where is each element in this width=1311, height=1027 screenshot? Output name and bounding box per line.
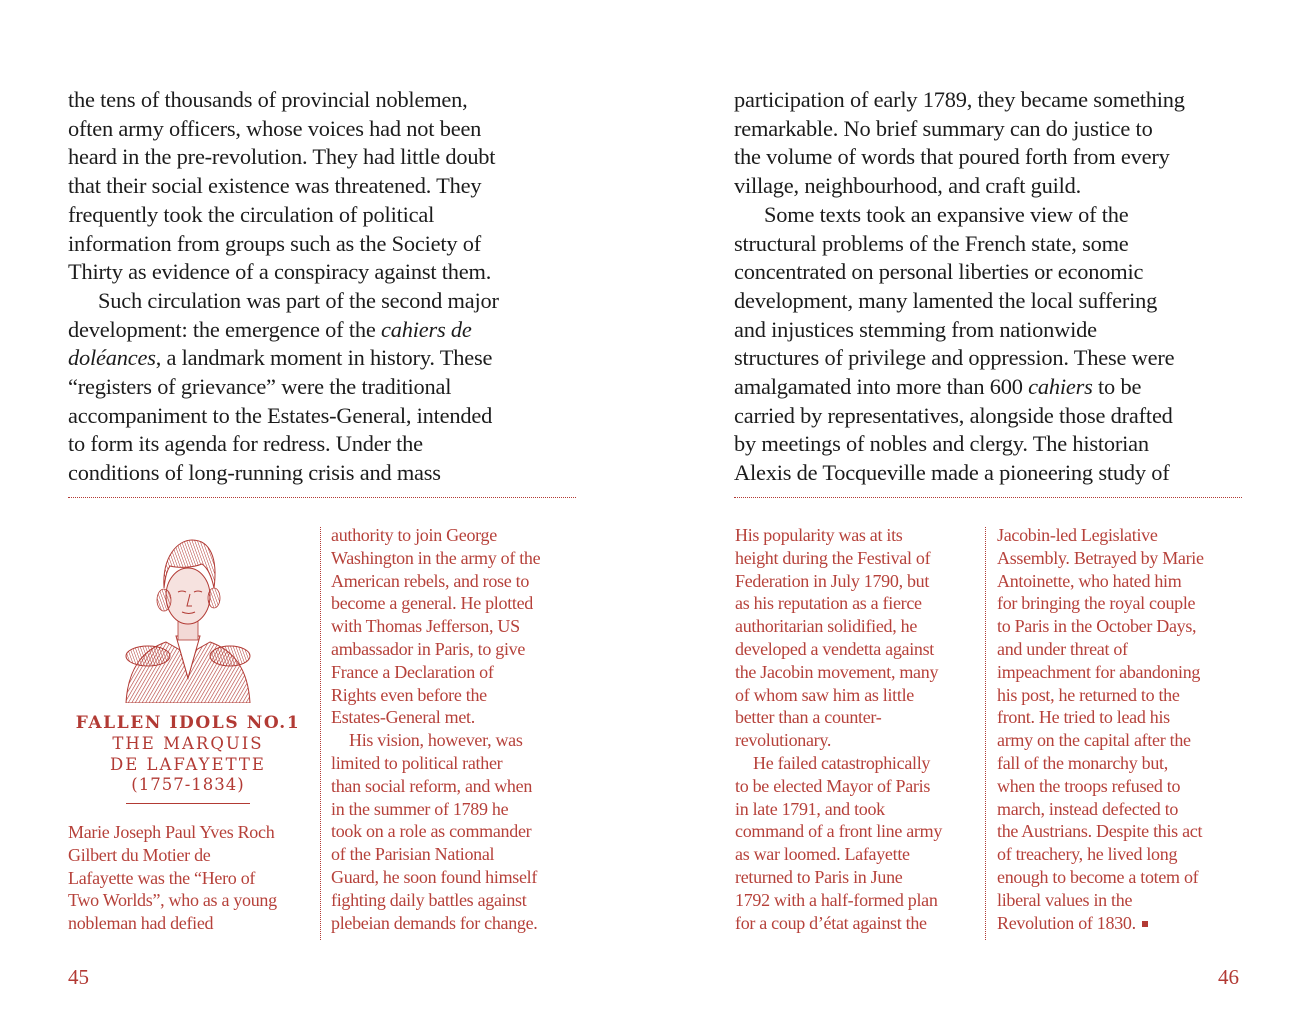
text-line: height during the Festival of bbox=[735, 547, 931, 568]
text-line: accompaniment to the Estates-General, intended bbox=[68, 402, 493, 428]
text-line: enough to become a totem of bbox=[997, 866, 1199, 887]
text-line: and under threat of bbox=[997, 638, 1128, 659]
text-line: authority to join George bbox=[331, 525, 497, 545]
text-line: the volume of words that poured forth from every bbox=[734, 144, 1170, 170]
text-line: Assembly. Betrayed by Marie bbox=[997, 547, 1204, 568]
text-line: impeachment for abandoning bbox=[997, 661, 1201, 682]
italic-term: doléances bbox=[68, 345, 156, 371]
left-sidebar-col2 bbox=[331, 524, 581, 934]
text-line: by meetings of nobles and clergy. The historian bbox=[734, 431, 1149, 457]
right-sidebar-col1 bbox=[735, 524, 980, 934]
text-line: developed a vendetta against bbox=[735, 638, 935, 659]
text-line: development: the emergence of the cahiers de bbox=[68, 316, 472, 342]
sidebar-heading-series: FALLEN IDOLS NO.1 bbox=[75, 713, 301, 733]
text-line: doléances, a landmark moment in history. These bbox=[68, 345, 493, 371]
text-line: of the Parisian National bbox=[331, 844, 495, 865]
left-column-divider bbox=[320, 527, 321, 940]
lafayette-portrait bbox=[118, 528, 258, 703]
text-line: command of a front line army bbox=[735, 821, 943, 842]
text-line: in late 1791, and took bbox=[735, 798, 885, 819]
page-number-left: 45 bbox=[68, 965, 89, 989]
italic-term: cahiers de bbox=[380, 316, 472, 342]
page-number-right: 46 bbox=[1218, 965, 1239, 989]
text-line: His vision, however, was bbox=[349, 730, 523, 751]
text-line: the Austrians. Despite this act bbox=[997, 821, 1203, 842]
text-line: than social reform, and when bbox=[331, 775, 533, 796]
left-body-text bbox=[68, 86, 568, 488]
text-line: for a coup d’état against the bbox=[735, 912, 927, 933]
sidebar-heading-name: DE LAFAYETTE bbox=[110, 754, 266, 774]
text-line: revolutionary. bbox=[735, 730, 832, 751]
left-sidebar-col1 bbox=[68, 821, 318, 935]
text-line: Two Worlds”, who as a young bbox=[68, 890, 277, 911]
text-line: that their social existence was threatened. They bbox=[68, 173, 482, 199]
text-line-content: Revolution of 1830. bbox=[997, 912, 1136, 933]
end-mark-icon bbox=[1142, 921, 1148, 927]
text-line: fighting daily battles against bbox=[331, 889, 527, 910]
text-line: in the summer of 1789 he bbox=[331, 798, 509, 819]
left-dotted-rule bbox=[68, 497, 576, 498]
right-page bbox=[655, 0, 1311, 1027]
text-line: village, neighbourhood, and craft guild. bbox=[734, 173, 1082, 199]
text-line: structures of privilege and oppression. These were bbox=[734, 345, 1175, 371]
text-line: participation of early 1789, they became something bbox=[734, 87, 1185, 112]
heading-underline bbox=[126, 803, 250, 804]
right-sidebar-col2 bbox=[997, 524, 1247, 934]
text-line: the Jacobin movement, many bbox=[735, 661, 939, 682]
text-line: returned to Paris in June bbox=[735, 866, 903, 887]
text-line: Lafayette was the “Hero of bbox=[68, 867, 256, 888]
sidebar-heading-dates: (1757-1834) bbox=[131, 775, 245, 794]
text-line: march, instead defected to bbox=[997, 798, 1179, 819]
text-line: and injustices stemming from nationwide bbox=[734, 316, 1097, 342]
text-line: when the troops refused to bbox=[997, 775, 1181, 796]
left-paragraph-2 bbox=[68, 287, 568, 488]
text-line: concentrated on personal liberties or economic bbox=[734, 259, 1144, 285]
text-line: fall of the monarchy but, bbox=[997, 752, 1168, 773]
text-line: as war loomed. Lafayette bbox=[735, 844, 910, 865]
text-line: France a Declaration of bbox=[331, 661, 494, 682]
text-line: nobleman had defied bbox=[68, 913, 214, 934]
text-line: Federation in July 1790, but bbox=[735, 570, 930, 591]
text-line: become a general. He plotted bbox=[331, 593, 534, 614]
text-line: conditions of long-running crisis and mass bbox=[68, 460, 441, 486]
text-line: with Thomas Jefferson, US bbox=[331, 616, 520, 637]
text-line: 1792 with a half-formed plan bbox=[735, 889, 938, 910]
text-line: Antoinette, who hated him bbox=[997, 570, 1182, 591]
text-line: heard in the pre-revolution. They had little doubt bbox=[68, 144, 496, 170]
text-line: Estates-General met. bbox=[331, 707, 475, 728]
text-line: of treachery, he lived long bbox=[997, 844, 1178, 865]
text-line: amalgamated into more than 600 cahiers to be bbox=[734, 374, 1142, 400]
text-line: Thirty as evidence of a conspiracy against them. bbox=[68, 259, 492, 285]
text-line: Jacobin-led Legislative bbox=[997, 525, 1158, 545]
text-line: plebeian demands for change. bbox=[331, 912, 538, 933]
sidebar-heading bbox=[68, 712, 308, 804]
right-paragraph-1 bbox=[734, 86, 1254, 201]
text-line: ambassador in Paris, to give bbox=[331, 638, 526, 659]
text-line: front. He tried to lead his bbox=[997, 707, 1170, 728]
left-page bbox=[0, 0, 655, 1027]
text-line: Marie Joseph Paul Yves Roch bbox=[68, 822, 275, 842]
right-body-text bbox=[734, 86, 1254, 488]
text-line: often army officers, whose voices had not been bbox=[68, 115, 482, 141]
text-line: took on a role as commander bbox=[331, 821, 532, 842]
text-line: He failed catastrophically bbox=[753, 752, 931, 773]
text-line: His popularity was at its bbox=[735, 525, 903, 545]
text-line: Such circulation was part of the second major bbox=[98, 287, 499, 313]
text-line: to form its agenda for redress. Under the bbox=[68, 431, 423, 457]
text-line: authoritarian solidified, he bbox=[735, 616, 918, 637]
text-line: remarkable. No brief summary can do justice to bbox=[734, 115, 1153, 141]
text-line: army on the capital after the bbox=[997, 730, 1191, 751]
sidebar-heading-title: THE MARQUIS bbox=[112, 734, 264, 753]
text-line: liberal values in the bbox=[997, 889, 1133, 910]
left-paragraph-1 bbox=[68, 86, 568, 287]
text-line: development, many lamented the local suffering bbox=[734, 287, 1158, 313]
text-line: the tens of thousands of provincial noblemen, bbox=[68, 87, 468, 112]
text-line: to be elected Mayor of Paris bbox=[735, 775, 931, 796]
text-line: Rights even before the bbox=[331, 684, 487, 705]
text-line: structural problems of the French state, some bbox=[734, 230, 1129, 256]
text-line: Guard, he soon found himself bbox=[331, 866, 538, 887]
text-line: better than a counter- bbox=[735, 707, 882, 728]
right-paragraph-2 bbox=[734, 201, 1254, 488]
text-line: Washington in the army of the bbox=[331, 547, 541, 568]
italic-term: cahiers bbox=[1028, 374, 1093, 400]
right-column-divider bbox=[985, 527, 986, 940]
text-line: American rebels, and rose to bbox=[331, 570, 530, 591]
text-line: Alexis de Tocqueville made a pioneering study of bbox=[734, 460, 1170, 486]
text-line: to Paris in the October Days, bbox=[997, 616, 1197, 637]
text-line: for bringing the royal couple bbox=[997, 593, 1196, 614]
text-line: his post, he returned to the bbox=[997, 684, 1180, 705]
text-line: as his reputation as a fierce bbox=[735, 593, 922, 614]
text-line: Some texts took an expansive view of the bbox=[764, 201, 1129, 227]
text-line: frequently took the circulation of political bbox=[68, 201, 435, 227]
text-line: “registers of grievance” were the traditional bbox=[68, 374, 452, 400]
text-line-last bbox=[997, 912, 1247, 935]
text-line: Gilbert du Motier de bbox=[68, 844, 211, 865]
text-line: of whom saw him as little bbox=[735, 684, 914, 705]
right-dotted-rule bbox=[734, 497, 1242, 498]
text-line: information from groups such as the Society of bbox=[68, 230, 482, 256]
text-line: carried by representatives, alongside those drafted bbox=[734, 402, 1173, 428]
text-line: limited to political rather bbox=[331, 752, 503, 773]
